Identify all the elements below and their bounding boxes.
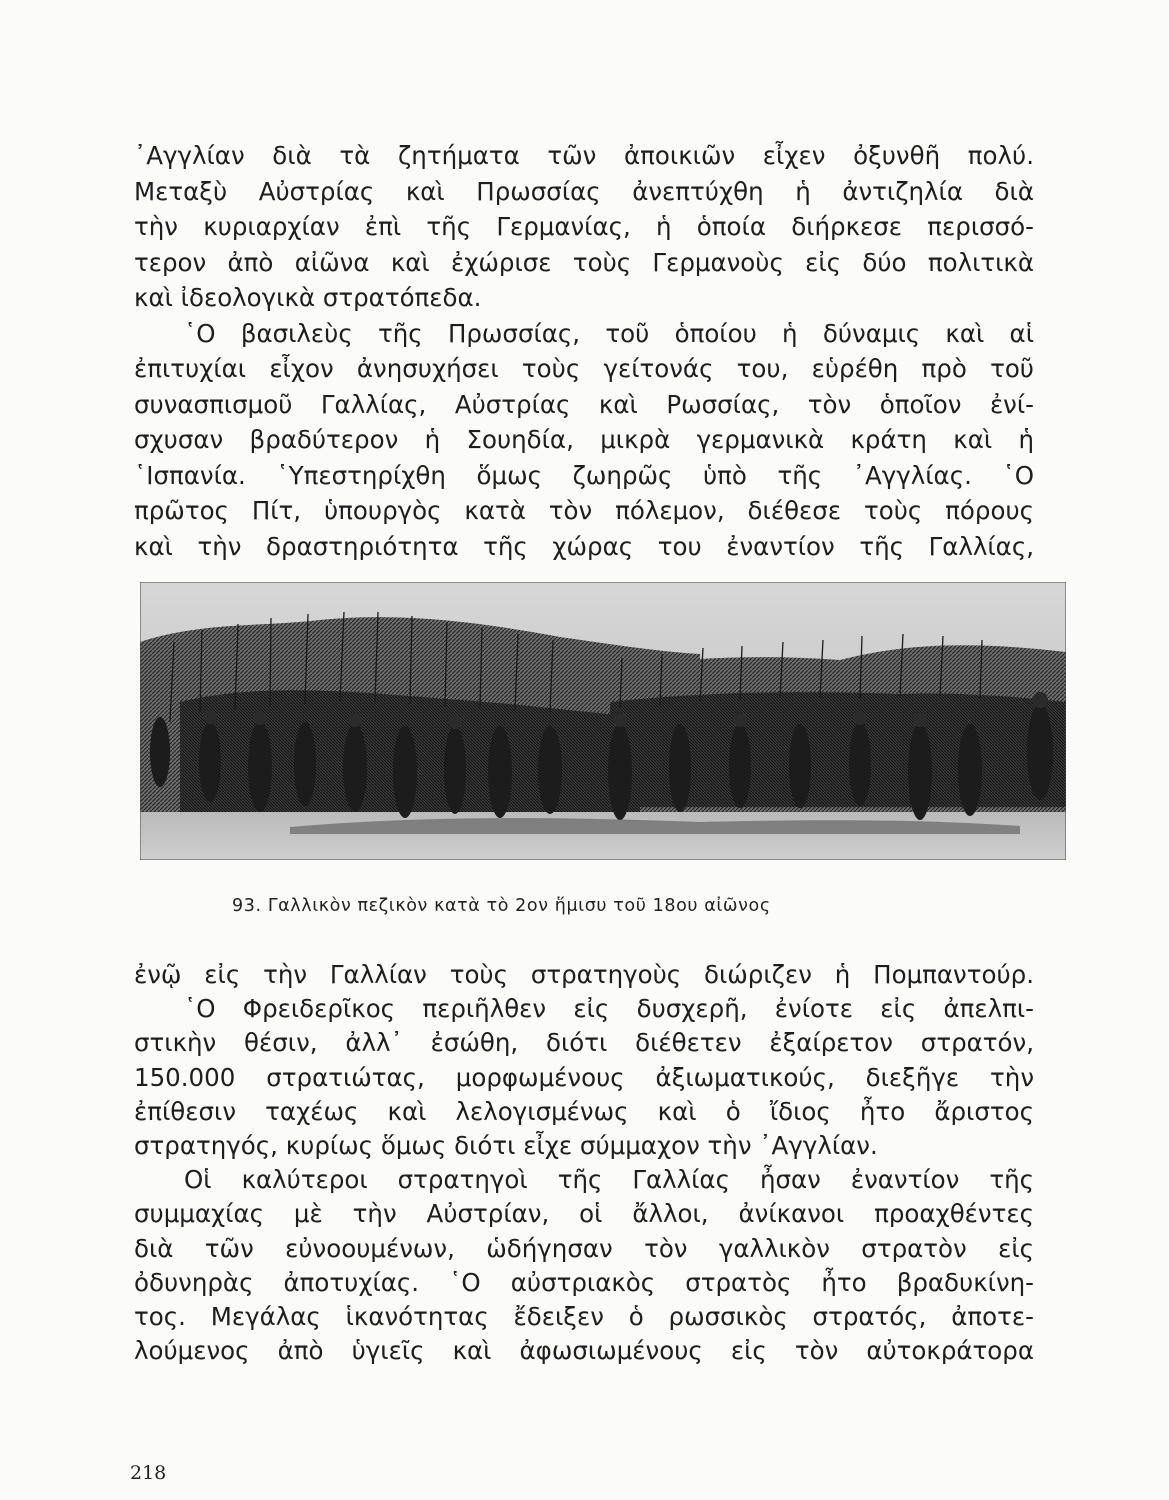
- text-line: ἐνῷ εἰς τὴν Γαλλίαν τοὺς στρατηγοὺς διώριζεν ἡ Πομπαντούρ.: [134, 960, 1034, 989]
- text-line: συνασπισμοῦ Γαλλίας, Αὐστρίας καὶ Ρωσσίας, τὸν ὁποῖον ἐνί-: [134, 389, 1034, 419]
- figure-number: 93.: [232, 896, 262, 916]
- top-text-block: [134, 138, 1034, 564]
- text-line: καὶ ἰδεολογικὰ στρατόπεδα.: [134, 283, 482, 312]
- text-line: τερον ἀπὸ αἰῶνα καὶ ἐχώρισε τοὺς Γερμανοὺς εἰς δύο πολιτικὰ: [134, 247, 1034, 277]
- text-line: Μεταξὺ Αὐστρίας καὶ Πρωσσίας ἀνεπτύχθη ἡ ἀντιζηλία διὰ: [134, 176, 1034, 206]
- text-line: λούμενος ἀπὸ ὑγιεῖς καὶ ἀφωσιωμένους εἰς τὸν αὐτοκράτορα: [134, 1336, 1034, 1366]
- text-line: στρατηγός, κυρίως ὅμως διότι εἶχε σύμμαχον τὴν ᾿Αγγλίαν.: [134, 1131, 878, 1161]
- text-line: ἐπίθεσιν ταχέως καὶ λελογισμένως καὶ ὁ ἴδιος ἦτο ἄριστος: [134, 1096, 1034, 1126]
- text-line: διὰ τῶν εὐνοουμένων, ὡδήγησαν τὸν γαλλικὸν στρατὸν εἰς: [134, 1233, 1034, 1263]
- text-line: τος. Μεγάλας ἱκανότητας ἔδειξεν ὁ ρωσσικὸς στρατός, ἀποτε-: [134, 1302, 1034, 1332]
- text-line: 150.000 στρατιώτας, μορφωμένους ἀξιωματικούς, διεξῆγε τὴν: [134, 1062, 1034, 1092]
- text-line: ᾿Αγγλίαν διὰ τὰ ζητήματα τῶν ἀποικιῶν εἶχεν ὀξυνθῆ πολύ.: [134, 141, 1034, 170]
- figure-caption: [232, 896, 771, 916]
- text-line: στικὴν θέσιν, ἀλλ᾿ ἐσώθη, διότι διέθετεν ἐξαίρετον στρατόν,: [134, 1028, 1034, 1058]
- text-line: πρῶτος Πίτ, ὑπουργὸς κατὰ τὸν πόλεμον, διέθεσε τοὺς πόρους: [134, 496, 1034, 525]
- infantry-illustration: [140, 582, 1066, 860]
- figure-caption-text: Γαλλικὸν πεζικὸν κατὰ τὸ 2ον ἥμισυ τοῦ 18ου αἰῶνος: [267, 896, 771, 916]
- text-line: ὀδυνηρὰς ἀποτυχίας. ῾Ο αὐστριακὸς στρατὸς ἦτο βραδυκίνη-: [134, 1267, 1034, 1297]
- text-line: σχυσαν βραδύτερον ἡ Σουηδία, μικρὰ γερμανικὰ κράτη καὶ ἡ: [134, 425, 1034, 454]
- text-line: ῾Ο βασιλεὺς τῆς Πρωσσίας, τοῦ ὁποίου ἡ δύναμις καὶ αἱ: [184, 318, 1034, 348]
- engraving-image: [140, 582, 1066, 860]
- text-line: Οἱ καλύτεροι στρατηγοὶ τῆς Γαλλίας ἦσαν ἐναντίον τῆς: [184, 1165, 1034, 1195]
- text-line: συμμαχίας μὲ τὴν Αὐστρίαν, οἱ ἄλλοι, ἀνίκανοι προαχθέντες: [134, 1199, 1034, 1229]
- text-line: ἐπιτυχίαι εἶχον ἀνησυχήσει τοὺς γείτονάς του, εὑρέθη πρὸ τοῦ: [134, 354, 1034, 383]
- bottom-text-block: [134, 958, 1034, 1368]
- text-line: ῾Ισπανία. ῾Υπεστηρίχθη ὅμως ζωηρῶς ὑπὸ τῆς ᾿Αγγλίας. ῾Ο: [134, 460, 1034, 490]
- text-line: καὶ τὴν δραστηριότητα τῆς χώρας του ἐναντίον τῆς Γαλλίας,: [134, 531, 1034, 561]
- text-line: τὴν κυριαρχίαν ἐπὶ τῆς Γερμανίας, ἡ ὁποία διήρκεσε περισσό-: [134, 212, 1034, 241]
- text-line: ῾Ο Φρειδερῖκος περιῆλθεν εἰς δυσχερῆ, ἐνίοτε εἰς ἀπελπι-: [184, 994, 1034, 1024]
- page-number: 218: [130, 1462, 167, 1484]
